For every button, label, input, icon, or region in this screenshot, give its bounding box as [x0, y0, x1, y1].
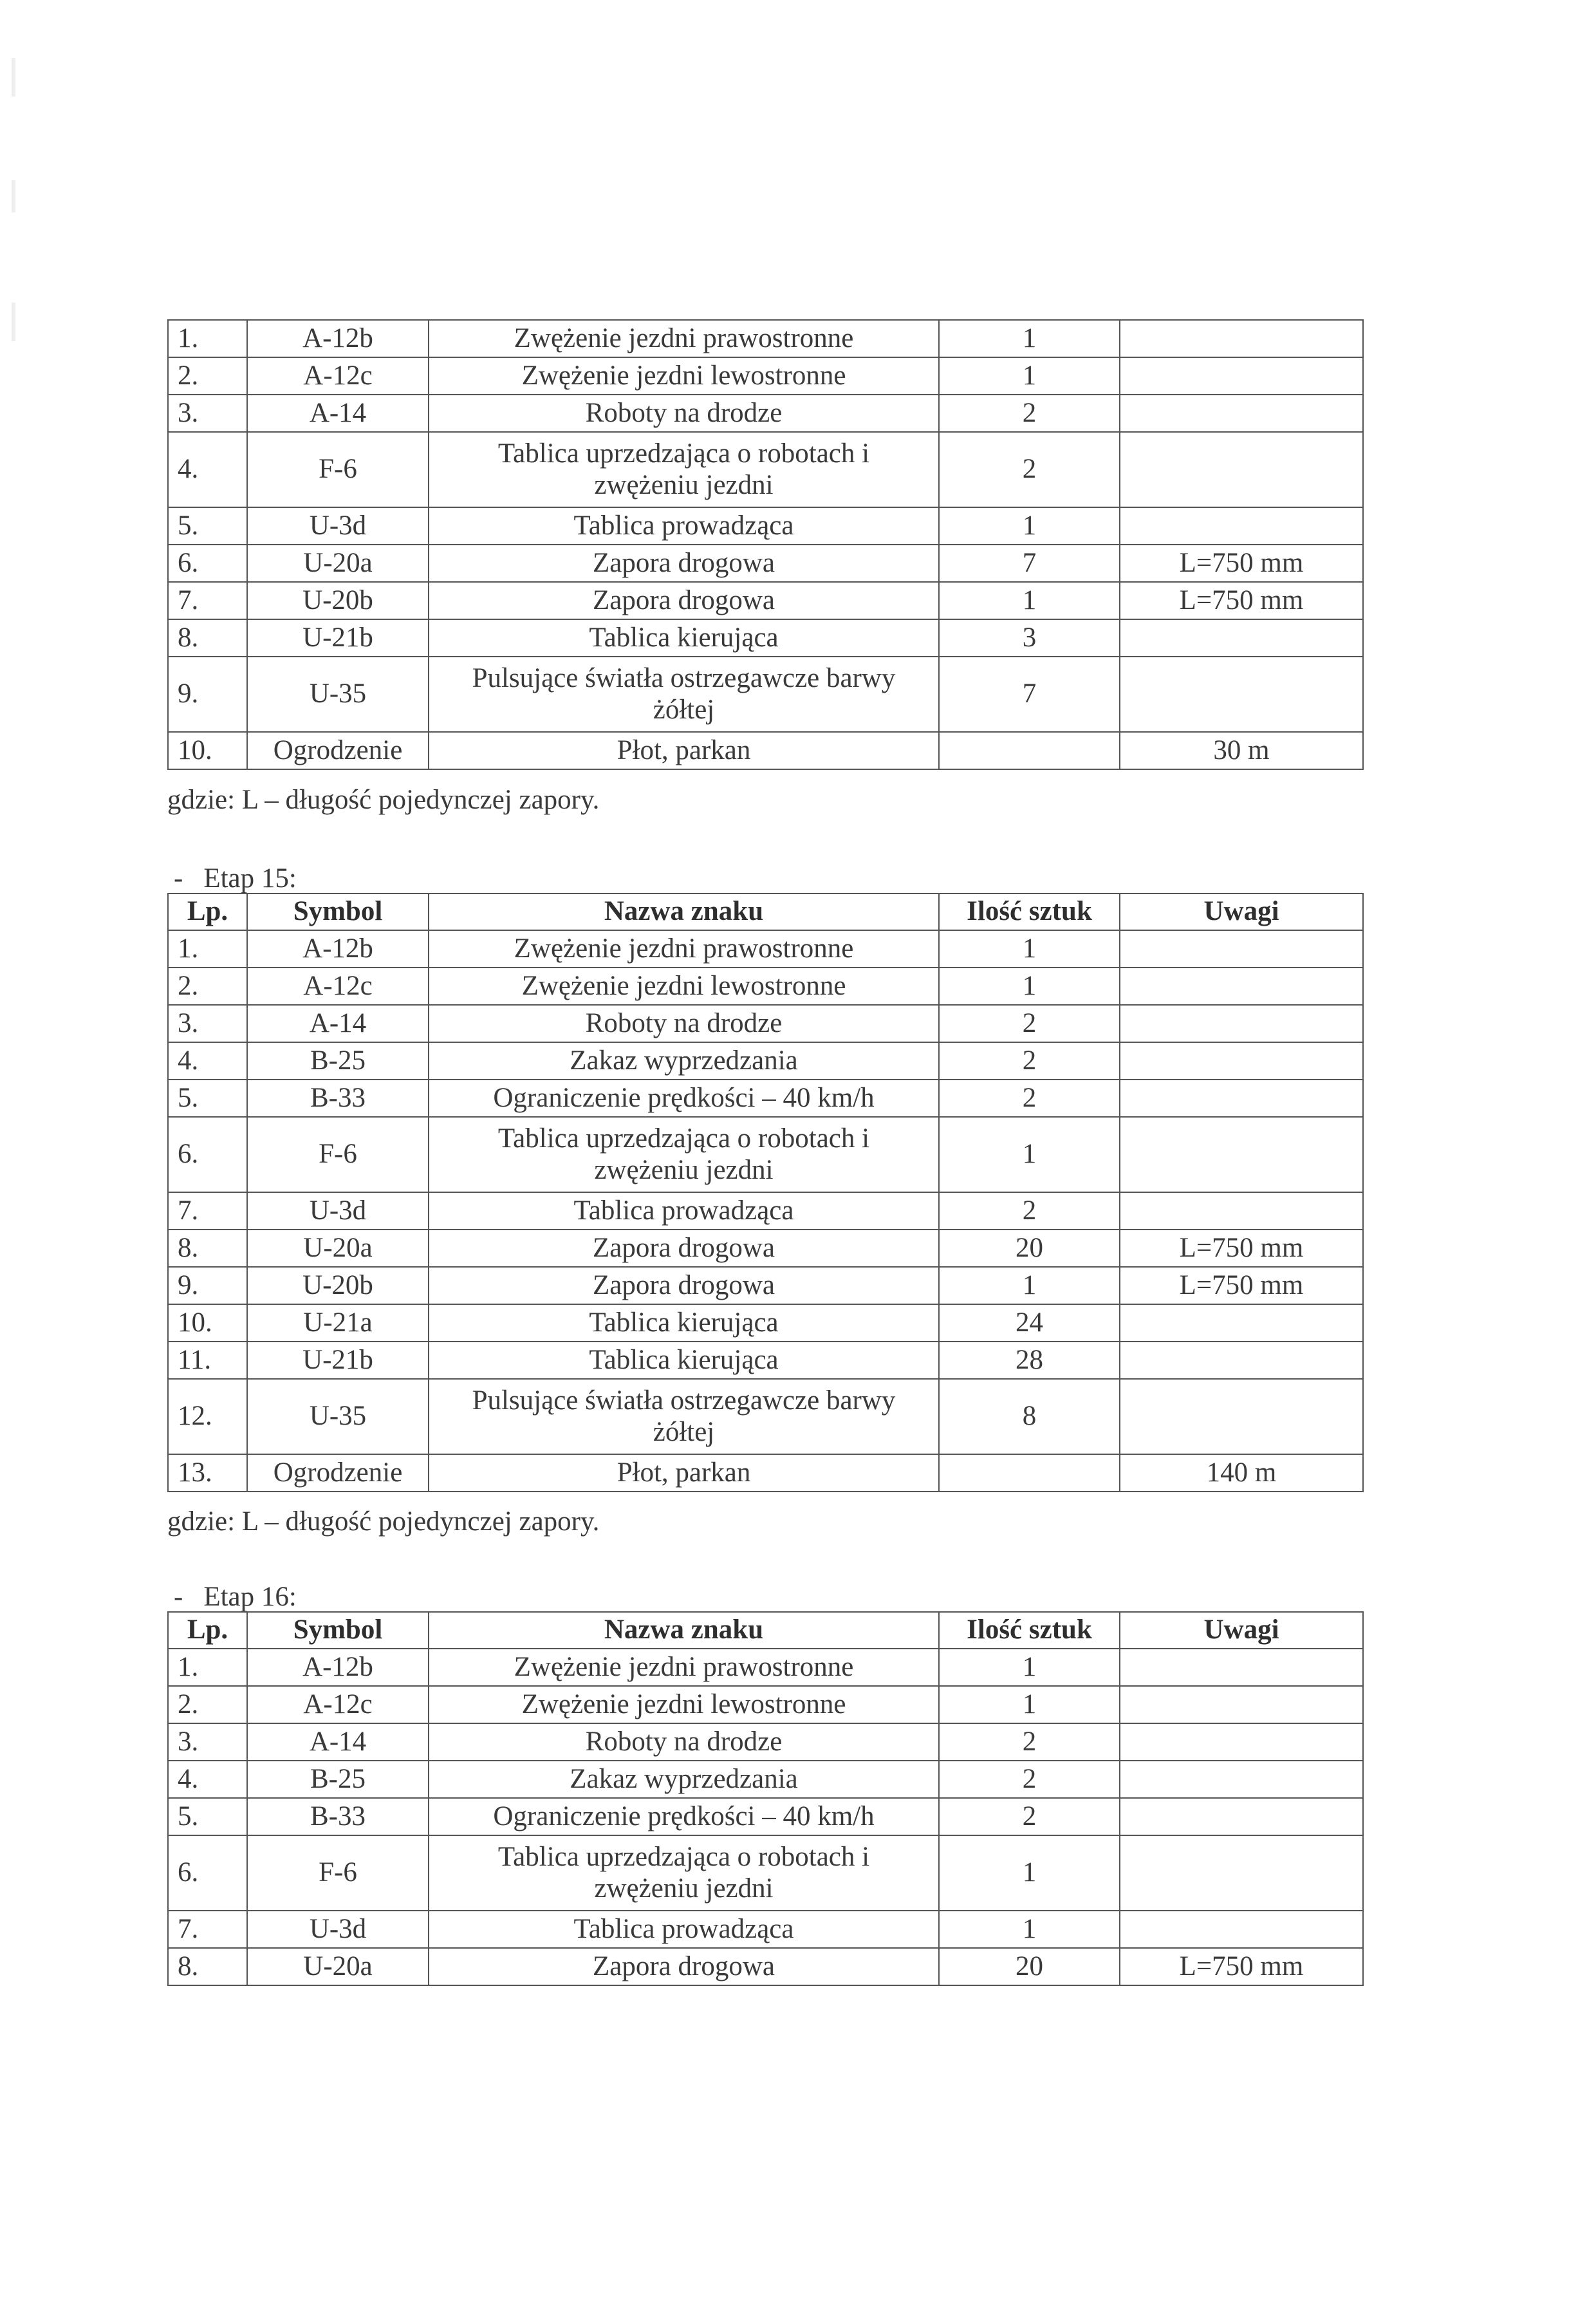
stage-label: Etap 16:: [203, 1582, 297, 1612]
cell-notes: L=750 mm: [1120, 1230, 1363, 1267]
cell-name-line: Roboty na drodze: [585, 397, 783, 428]
cell-name: [429, 1911, 939, 1948]
scan-margin-mark: [12, 180, 15, 212]
cell-symbol: U-3d: [247, 507, 429, 545]
cell-name-line: Roboty na drodze: [585, 1726, 783, 1757]
table-row: [168, 930, 1363, 968]
cell-name: [429, 395, 939, 432]
cell-notes: L=750 mm: [1120, 1267, 1363, 1304]
cell-lp: 12.: [168, 1379, 247, 1454]
table-row: [168, 1267, 1363, 1304]
cell-notes: [1120, 357, 1363, 395]
cell-quantity: 1: [939, 507, 1120, 545]
cell-notes: [1120, 930, 1363, 968]
cell-quantity: 3: [939, 619, 1120, 657]
cell-name: [429, 657, 939, 732]
cell-name: [429, 1454, 939, 1492]
cell-name-line: Tablica uprzedzająca o robotach i: [497, 1842, 870, 1873]
cell-notes: [1120, 1080, 1363, 1117]
cell-name: [429, 1379, 939, 1454]
cell-symbol: F-6: [247, 432, 429, 507]
cell-lp: 5.: [168, 1798, 247, 1835]
cell-name-line: Roboty na drodze: [585, 1007, 783, 1038]
cell-name-line: żółtej: [653, 1416, 715, 1447]
cell-notes: [1120, 1117, 1363, 1192]
cell-symbol: U-20b: [247, 1267, 429, 1304]
cell-symbol: U-3d: [247, 1911, 429, 1948]
table-header-row: [168, 894, 1363, 930]
cell-quantity: 1: [939, 1117, 1120, 1192]
table-body: [168, 320, 1363, 769]
cell-lp: 1.: [168, 320, 247, 357]
cell-quantity: 2: [939, 1080, 1120, 1117]
cell-quantity: 20: [939, 1230, 1120, 1267]
header-name: Nazwa znaku: [429, 894, 939, 930]
scan-margin-mark: [12, 58, 15, 97]
cell-name-line: Zwężenie jezdni lewostronne: [521, 1689, 846, 1719]
cell-name: [429, 1686, 939, 1723]
cell-notes: [1120, 968, 1363, 1005]
table-row: [168, 1304, 1363, 1342]
cell-quantity: 20: [939, 1948, 1120, 1985]
cell-name-line: zwężeniu jezdni: [594, 469, 774, 500]
table-row: [168, 432, 1363, 507]
cell-lp: 6.: [168, 545, 247, 582]
cell-name-line: Zapora drogowa: [593, 547, 775, 578]
header-symbol: Symbol: [247, 1612, 429, 1649]
cell-name: [429, 1080, 939, 1117]
table-row: [168, 1761, 1363, 1798]
cell-name: [429, 1042, 939, 1080]
cell-notes: L=750 mm: [1120, 545, 1363, 582]
cell-symbol: U-35: [247, 1379, 429, 1454]
table-row: [168, 968, 1363, 1005]
cell-lp: 1.: [168, 930, 247, 968]
cell-quantity: 2: [939, 432, 1120, 507]
cell-notes: [1120, 1304, 1363, 1342]
cell-quantity: 8: [939, 1379, 1120, 1454]
table-row: [168, 1835, 1363, 1911]
table-row: [168, 657, 1363, 732]
cell-notes: L=750 mm: [1120, 1948, 1363, 1985]
cell-name-line: zwężeniu jezdni: [594, 1154, 774, 1185]
cell-name-line: Płot, parkan: [617, 735, 751, 765]
table-row: [168, 1911, 1363, 1948]
cell-quantity: 1: [939, 1686, 1120, 1723]
cell-symbol: A-12c: [247, 1686, 429, 1723]
cell-notes: [1120, 507, 1363, 545]
table-row: [168, 1798, 1363, 1835]
cell-symbol: B-25: [247, 1761, 429, 1798]
table-row: [168, 1342, 1363, 1379]
cell-symbol: U-21b: [247, 619, 429, 657]
scan-margin-mark: [12, 303, 15, 341]
cell-lp: 10.: [168, 732, 247, 769]
cell-name: [429, 1304, 939, 1342]
cell-name-line: Tablica kierująca: [589, 622, 779, 653]
cell-lp: 1.: [168, 1649, 247, 1686]
cell-name-line: Zwężenie jezdni lewostronne: [521, 360, 846, 391]
signs-table-previous-stage: [167, 319, 1364, 770]
cell-symbol: A-14: [247, 395, 429, 432]
cell-symbol: U-21a: [247, 1304, 429, 1342]
table-row: [168, 619, 1363, 657]
table-row: [168, 1454, 1363, 1492]
cell-name: [429, 1948, 939, 1985]
cell-name: [429, 357, 939, 395]
cell-lp: 5.: [168, 1080, 247, 1117]
cell-quantity: 1: [939, 1835, 1120, 1911]
table-row: [168, 1379, 1363, 1454]
cell-lp: 7.: [168, 1192, 247, 1230]
stage-dash: -: [174, 863, 183, 894]
cell-name-line: Tablica uprzedzająca o robotach i: [497, 1123, 870, 1154]
cell-name-line: Pulsujące światła ostrzegawcze barwy: [472, 1385, 896, 1416]
cell-name-line: Ograniczenie prędkości – 40 km/h: [493, 1082, 875, 1113]
cell-symbol: Ogrodzenie: [247, 732, 429, 769]
cell-symbol: B-25: [247, 1042, 429, 1080]
cell-name-line: zwężeniu jezdni: [594, 1873, 774, 1904]
cell-quantity: 7: [939, 657, 1120, 732]
cell-symbol: U-35: [247, 657, 429, 732]
cell-symbol: A-12c: [247, 968, 429, 1005]
cell-quantity: 2: [939, 1005, 1120, 1042]
cell-notes: [1120, 619, 1363, 657]
cell-symbol: A-12c: [247, 357, 429, 395]
cell-notes: [1120, 1686, 1363, 1723]
cell-lp: 13.: [168, 1454, 247, 1492]
cell-quantity: 1: [939, 968, 1120, 1005]
table-row: [168, 1005, 1363, 1042]
cell-name: [429, 545, 939, 582]
cell-name-line: Zakaz wyprzedzania: [570, 1045, 798, 1076]
cell-symbol: U-3d: [247, 1192, 429, 1230]
table-row: [168, 582, 1363, 619]
cell-quantity: 1: [939, 1911, 1120, 1948]
cell-symbol: U-20a: [247, 1948, 429, 1985]
cell-lp: 8.: [168, 1948, 247, 1985]
cell-quantity: 28: [939, 1342, 1120, 1379]
cell-name: [429, 1267, 939, 1304]
cell-name: [429, 507, 939, 545]
stage-dash: -: [174, 1582, 183, 1612]
cell-symbol: A-14: [247, 1005, 429, 1042]
cell-name: [429, 320, 939, 357]
cell-quantity: 2: [939, 395, 1120, 432]
table-row: [168, 395, 1363, 432]
cell-notes: [1120, 1342, 1363, 1379]
cell-lp: 3.: [168, 395, 247, 432]
header-quantity: Ilość sztuk: [939, 894, 1120, 930]
cell-name-line: Zakaz wyprzedzania: [570, 1763, 798, 1794]
cell-notes: [1120, 1798, 1363, 1835]
cell-name: [429, 732, 939, 769]
cell-lp: 2.: [168, 357, 247, 395]
cell-symbol: B-33: [247, 1080, 429, 1117]
cell-name: [429, 1005, 939, 1042]
cell-name: [429, 968, 939, 1005]
cell-quantity: 1: [939, 1267, 1120, 1304]
header-name: Nazwa znaku: [429, 1612, 939, 1649]
stage-heading: [174, 863, 297, 894]
table-row: [168, 545, 1363, 582]
cell-name: [429, 582, 939, 619]
cell-lp: 2.: [168, 1686, 247, 1723]
cell-notes: 30 m: [1120, 732, 1363, 769]
signs-table-stage-16: [167, 1611, 1364, 1986]
cell-quantity: 1: [939, 582, 1120, 619]
cell-symbol: B-33: [247, 1798, 429, 1835]
cell-name: [429, 930, 939, 968]
cell-name: [429, 1798, 939, 1835]
cell-quantity: 2: [939, 1798, 1120, 1835]
cell-lp: 11.: [168, 1342, 247, 1379]
cell-lp: 5.: [168, 507, 247, 545]
cell-quantity: 1: [939, 320, 1120, 357]
cell-lp: 8.: [168, 1230, 247, 1267]
table-row: [168, 1649, 1363, 1686]
cell-notes: [1120, 1723, 1363, 1761]
cell-name: [429, 432, 939, 507]
cell-quantity: 1: [939, 1649, 1120, 1686]
table-body: [168, 930, 1363, 1492]
table-row: [168, 507, 1363, 545]
cell-notes: [1120, 1761, 1363, 1798]
cell-symbol: A-14: [247, 1723, 429, 1761]
cell-symbol: F-6: [247, 1835, 429, 1911]
signs-table-stage-15: [167, 893, 1364, 1492]
cell-quantity: [939, 1454, 1120, 1492]
cell-symbol: Ogrodzenie: [247, 1454, 429, 1492]
table-row: [168, 1723, 1363, 1761]
cell-quantity: 7: [939, 545, 1120, 582]
cell-name-line: Zapora drogowa: [593, 585, 775, 615]
cell-name-line: Zwężenie jezdni prawostronne: [514, 323, 854, 353]
cell-quantity: 2: [939, 1761, 1120, 1798]
cell-symbol: A-12b: [247, 930, 429, 968]
cell-lp: 9.: [168, 657, 247, 732]
cell-lp: 7.: [168, 582, 247, 619]
cell-notes: [1120, 1911, 1363, 1948]
cell-lp: 2.: [168, 968, 247, 1005]
cell-lp: 6.: [168, 1835, 247, 1911]
cell-lp: 10.: [168, 1304, 247, 1342]
cell-notes: [1120, 1005, 1363, 1042]
cell-quantity: 2: [939, 1192, 1120, 1230]
cell-notes: [1120, 1379, 1363, 1454]
stage-label: Etap 15:: [203, 863, 297, 894]
cell-name-line: Tablica kierująca: [589, 1344, 779, 1375]
cell-name: [429, 1117, 939, 1192]
footnote: gdzie: L – długość pojedynczej zapory.: [167, 785, 600, 815]
table-row: [168, 732, 1363, 769]
cell-lp: 7.: [168, 1911, 247, 1948]
cell-quantity: 1: [939, 930, 1120, 968]
cell-name-line: Tablica kierująca: [589, 1307, 779, 1338]
cell-symbol: U-21b: [247, 1342, 429, 1379]
cell-name-line: Tablica prowadząca: [573, 510, 794, 541]
cell-name: [429, 1649, 939, 1686]
table-row: [168, 1042, 1363, 1080]
cell-notes: 140 m: [1120, 1454, 1363, 1492]
cell-lp: 4.: [168, 1761, 247, 1798]
cell-name-line: żółtej: [653, 694, 715, 725]
cell-name: [429, 1835, 939, 1911]
table-body: [168, 1649, 1363, 1985]
cell-symbol: F-6: [247, 1117, 429, 1192]
cell-lp: 4.: [168, 1042, 247, 1080]
cell-notes: [1120, 395, 1363, 432]
header-lp: Lp.: [168, 894, 247, 930]
cell-name-line: Zwężenie jezdni prawostronne: [514, 933, 854, 964]
cell-quantity: 1: [939, 357, 1120, 395]
cell-name-line: Zapora drogowa: [593, 1232, 775, 1263]
cell-name-line: Pulsujące światła ostrzegawcze barwy: [472, 663, 896, 694]
cell-name-line: Zwężenie jezdni prawostronne: [514, 1651, 854, 1682]
cell-quantity: 2: [939, 1723, 1120, 1761]
cell-name: [429, 1230, 939, 1267]
table-row: [168, 357, 1363, 395]
cell-name-line: Zwężenie jezdni lewostronne: [521, 970, 846, 1001]
cell-lp: 6.: [168, 1117, 247, 1192]
header-lp: Lp.: [168, 1612, 247, 1649]
table-row: [168, 1948, 1363, 1985]
table-row: [168, 1080, 1363, 1117]
cell-lp: 9.: [168, 1267, 247, 1304]
footnote: gdzie: L – długość pojedynczej zapory.: [167, 1506, 600, 1537]
cell-symbol: U-20b: [247, 582, 429, 619]
header-notes: Uwagi: [1120, 894, 1363, 930]
cell-notes: [1120, 1835, 1363, 1911]
cell-notes: [1120, 657, 1363, 732]
cell-symbol: A-12b: [247, 320, 429, 357]
header-quantity: Ilość sztuk: [939, 1612, 1120, 1649]
cell-name: [429, 1192, 939, 1230]
cell-name: [429, 1761, 939, 1798]
cell-notes: [1120, 1042, 1363, 1080]
table-row: [168, 1230, 1363, 1267]
table-row: [168, 1192, 1363, 1230]
table-row: [168, 320, 1363, 357]
cell-notes: L=750 mm: [1120, 582, 1363, 619]
cell-symbol: U-20a: [247, 1230, 429, 1267]
cell-name-line: Ograniczenie prędkości – 40 km/h: [493, 1801, 875, 1831]
header-notes: Uwagi: [1120, 1612, 1363, 1649]
cell-name-line: Tablica prowadząca: [573, 1913, 794, 1944]
table-header-row: [168, 1612, 1363, 1649]
header-symbol: Symbol: [247, 894, 429, 930]
cell-name-line: Zapora drogowa: [593, 1951, 775, 1981]
cell-notes: [1120, 1192, 1363, 1230]
cell-symbol: U-20a: [247, 545, 429, 582]
cell-quantity: 24: [939, 1304, 1120, 1342]
cell-name-line: Tablica uprzedzająca o robotach i: [497, 438, 870, 469]
cell-name: [429, 1723, 939, 1761]
cell-lp: 3.: [168, 1005, 247, 1042]
cell-notes: [1120, 432, 1363, 507]
cell-lp: 3.: [168, 1723, 247, 1761]
cell-lp: 4.: [168, 432, 247, 507]
table-row: [168, 1686, 1363, 1723]
cell-quantity: [939, 732, 1120, 769]
cell-notes: [1120, 320, 1363, 357]
cell-lp: 8.: [168, 619, 247, 657]
table-row: [168, 1117, 1363, 1192]
cell-name: [429, 619, 939, 657]
cell-notes: [1120, 1649, 1363, 1686]
cell-quantity: 2: [939, 1042, 1120, 1080]
stage-heading: [174, 1581, 297, 1613]
cell-symbol: A-12b: [247, 1649, 429, 1686]
cell-name: [429, 1342, 939, 1379]
cell-name-line: Zapora drogowa: [593, 1269, 775, 1300]
cell-name-line: Płot, parkan: [617, 1457, 751, 1488]
cell-name-line: Tablica prowadząca: [573, 1195, 794, 1226]
